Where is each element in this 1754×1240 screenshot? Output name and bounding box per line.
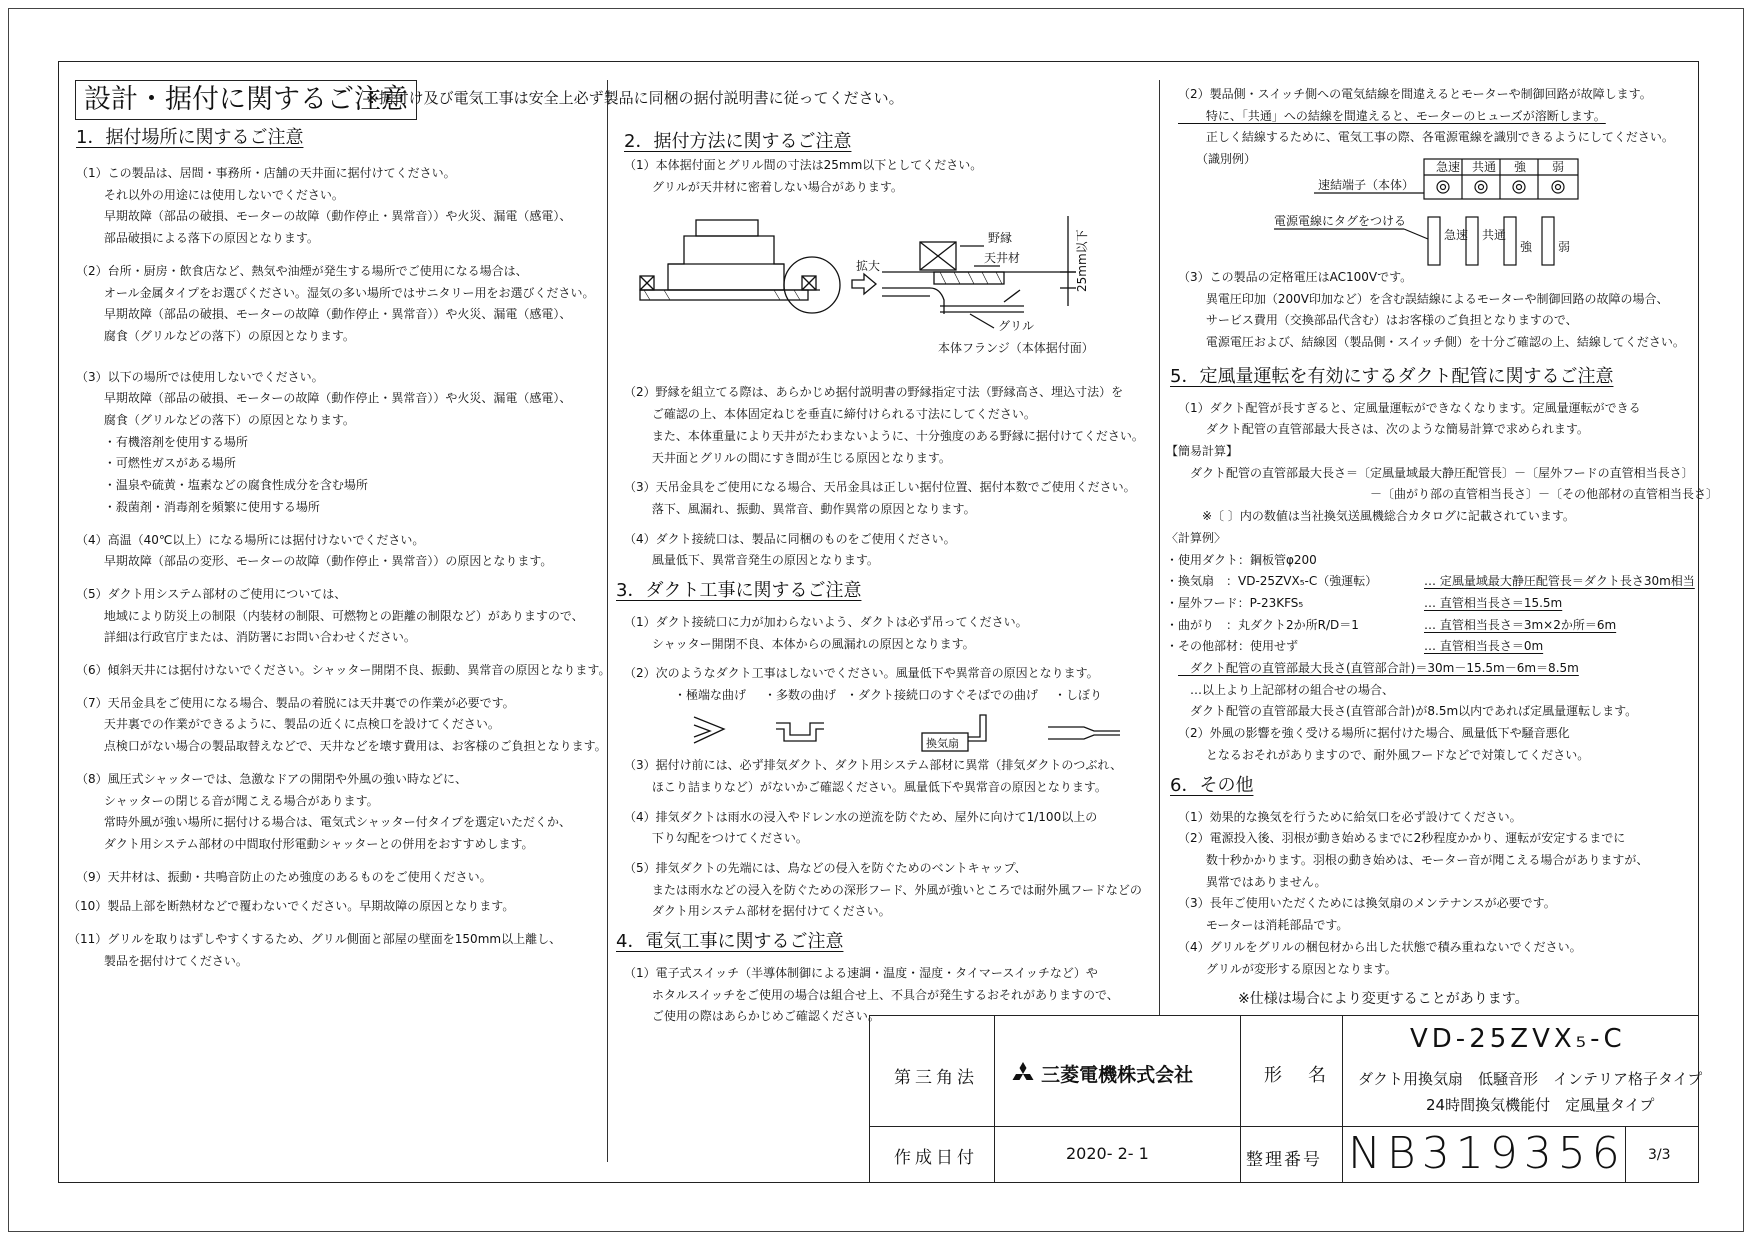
label-nobuchi: 野縁 (988, 231, 1013, 246)
three-diamonds-icon (1010, 1062, 1036, 1086)
term-h-3: 弱 (1552, 159, 1565, 174)
tag-3: 弱 (1558, 239, 1571, 254)
duct-label-squeeze: ・しぼり (1054, 688, 1103, 703)
c1-item-10: （10）製品上部を断熱材などで覆わないでください。早期故障の原因となります。 (68, 899, 515, 914)
c1-item-11: （11）グリルを取りはずしやすくするため、グリル側面と部屋の壁面を150mm以上離し、 製品を据付けてください。 (68, 932, 562, 968)
column-divider-1 (607, 80, 608, 1162)
c1-item-6: （6）傾斜天井には据付けないでください。シャッター開閉不良、振動、異常音の原因となります。 (76, 663, 611, 678)
spec-note: ※仕様は場合により変更することがあります。 (1238, 991, 1529, 1007)
header-note: ※据付け及び電気工事は安全上必ず製品に同梱の据付説明書に従ってください。 (366, 89, 904, 107)
terminal-diagram (1178, 155, 1698, 267)
tag-2: 強 (1520, 239, 1533, 254)
tag-caption: 電源電線にタグをつける (1274, 213, 1407, 228)
c1-item-2: （2）台所・厨房・飲食店など、熱気や油煙が発生する場所でご使用になる場合は、 オール金属タイプをお選びください。湿気の多い場所ではサニタリー用をお選びください。 早期故障（部品の破損、モーターの故障（動作停止・異常音））や火災、漏電（感電）、 腐食（グリルなどの落下）の原因となります。 (76, 263, 595, 343)
creation-date: 2020- 2- 1 (1066, 1144, 1149, 1163)
zoom-arrow (852, 274, 876, 294)
product-desc-2: 24時間換気機能付 定風量タイプ (1426, 1096, 1655, 1114)
duct-label-near: ・ダクト接続口のすぐそばでの曲げ (846, 688, 1039, 703)
hatch (644, 272, 1002, 300)
c1-item-3: （3）以下の場所では使用しないでください。 早期故障（部品の破損、モーターの故障（動作停止・異常音））や火災、漏電（感電）、 腐食（グリルなどの落下）の原因となります。 ・有機溶剤を使用する場所 ・可燃性ガスがある場所 ・温泉や硫黄・塩素などの腐食性成分を含む場所 ・殺菌剤・消毒剤を頻繁に使用する場所 (76, 369, 572, 514)
label-grill: グリル (998, 319, 1035, 334)
term-h-0: 急速 (1436, 159, 1461, 174)
column-3: （2）製品側・スイッチ側への電気結線を間違えるとモーターや制御回路が故障します。 特に、「共通」への結線を間違えると、モーターのヒューズが溶断します。 正しく結線するために、電気工事の際、各電源電線を識別できるようにしてください。 （識別例） 急速 共通 強 弱 速結端子（本体） 電源電線にタグをつける 急速 共通 強 弱 （3）この製品の定格電圧はAC100Vです。 異電圧印加（200V印加など）を含む誤結線によるモーターや制御回路の故障の場合、 サービス費用（交換部品代含む）はお客様のご負担となりますので、 電源電圧および、結線図（製品側・スイッチ側）を十分ご確認の上、結線してください。 5．定風量運転を有効にするダクト配管に関するご注意 （1）ダクト配管が長すぎると、定風量運転ができなくなります。定風量運転ができる ダクト配管の直管部最大長さは、次のような簡易計算で求められます。 【簡易計算】 ダクト配管の直管部最大長さ＝〔定風量域最大静圧配管長〕－〔屋外フードの直管相当長さ〕 －〔曲がり部の直管相当長さ〕－〔その他部材の直管相当長さ〕 ※〔 〕内の数値は当社換気送風機総合カタログに記載されています。 〈計算例〉 ・使用ダクト：鋼板管φ200 ・換気扇 ：VD-25ZVX₅-C（強運転） … 定風量域最大静圧配管長＝ダクト長さ30m相当 ・屋外フード：P-23KFS₅ … 直管相当長さ＝15.5m ・曲がり ：丸ダクト2か所R/D＝1 … 直管相当長さ＝3m×2か所＝6m ・その他部材：使用せず … 直管相当長さ＝0m ダクト配管の直管部最大長さ(直管部合計)＝30m－15.5m－6m＝8.5m …以上より上記部材の組合せの場合、 ダクト配管の直管部最大長さ(直管部合計)が8.5m以内であれば定風量運転します。 （2）外風の影響を強く受ける場所に据付けた場合、風量低下や騒音悪化 となるおそれがありますので、耐外風フードなどで対策してください。 6．その他 （1）効果的な換気を行うために給気口を必ず設けてください。 （2）電源投入後、羽根が動き始めるまでに2秒程度かかり、運転が安定するまでに 数十秒かかります。羽根の動き始めは、モーター音が聞こえる場合がありますが、 異常ではありません。 （3）長年ご使用いただくためには換気扇のメンテナンスが必要です。 モーターは消耗部品です。 （4）グリルをグリルの梱包材から出した状態で積み重ねないでください。 グリルが変形する原因となります。 (1166, 87, 1719, 976)
c1-item-7: （7）天吊金具をご使用になる場合、製品の着脱には天井裏での作業が必要です。 天井裏での作業ができるように、製品の近くに点検口を設けてください。 点検口がない場合の製品取替えなどで、天井などを壊す費用は、お客様のご負担となります。 (76, 695, 607, 754)
label-flange: 本体フランジ（本体据付面） (938, 341, 1094, 356)
section-2-heading: 2．据付方法に関するご注意 (624, 131, 852, 152)
page-title: 設計・据付に関するご注意 (75, 80, 417, 120)
model-name: VD-25ZVX₅-C (1410, 1024, 1626, 1054)
column-divider-2 (1159, 80, 1160, 1015)
section-1-heading: 1．据付場所に関するご注意 (76, 127, 304, 148)
page-number: 3/3 (1648, 1147, 1671, 1163)
c1-item-9: （9）天井材は、振動・共鳴音防止のため強度のあるものをご使用ください。 (76, 869, 492, 884)
company-logo (1010, 1060, 1193, 1087)
duct-examples (624, 685, 1139, 755)
model-label: 形 名 (1264, 1065, 1330, 1086)
c1-item-4: （4）高温（40℃以上）になる場所には据付けないでください。 早期故障（部品の変形、モーターの故障（動作停止・異常音））の原因となります。 (76, 532, 553, 569)
calc-example-list: ・使用ダクト：鋼板管φ200 ・換気扇 ：VD-25ZVX₅-C（強運転） … 定風量域最大静圧配管長＝ダクト長さ30m相当 ・屋外フード：P-23KFS₅ … 直管相当長さ＝15.5m ・曲がり ：丸ダクト2か所R/D＝1 … 直管相当長さ＝3m×2か所＝6m ・その他部材：使用せず … 直管相当長さ＝0m (1166, 552, 1695, 654)
c1-item-5: （5）ダクト用システム部材のご使用については、 地域により防災上の制限（内装材の制限、可燃物との距離の制限など）がありますので、 詳細は行政官庁または、消防署にお問い合わせください。 (76, 586, 584, 645)
label-kakudai: 拡大 (856, 259, 881, 274)
tag-1: 共通 (1482, 227, 1507, 242)
terminal-caption: 速結端子（本体） (1318, 177, 1415, 192)
product-desc-1: ダクト用換気扇 低騒音形 インテリア格子タイプ (1358, 1070, 1703, 1088)
document-number: NB319356 (1348, 1128, 1626, 1179)
unit-body (668, 236, 784, 290)
duct-label-many: ・多数の曲げ (764, 688, 837, 703)
section-3-heading: 3．ダクト工事に関するご注意 (616, 580, 862, 602)
company-name: 三菱電機株式会社 (1041, 1064, 1194, 1086)
label-tenjo: 天井材 (984, 251, 1021, 266)
column-1 (68, 163, 611, 973)
duct-box-label: 換気扇 (926, 737, 959, 751)
section-5-heading: 5．定風量運転を有効にするダクト配管に関するご注意 (1170, 365, 1614, 387)
section-6-heading: 6．その他 (1170, 774, 1254, 796)
installation-diagram (624, 202, 1144, 374)
label-dimension: 25mm以下 (1075, 229, 1089, 293)
duct-label-sharp: ・極端な曲げ (674, 688, 747, 703)
projection-label: 第三角法 (894, 1068, 978, 1088)
number-label: 整理番号 (1246, 1150, 1322, 1170)
duct-drawings (624, 707, 1144, 757)
section-4-heading: 4．電気工事に関するご注意 (616, 931, 844, 953)
date-label: 作成日付 (894, 1148, 978, 1168)
term-h-1: 共通 (1472, 159, 1497, 174)
zoom-circle (784, 257, 840, 313)
tag-0: 急速 (1444, 227, 1469, 242)
column-2: （1）本体据付面とグリル間の寸法は25mm以下としてください。 グリルが天井材に密着しない場合があります。 野縁 天井材 グリル 本体フランジ（本体据付面） 拡大 25mm以下 （2）野縁を組立てる際は、あらかじめ据付説明書の野縁指定寸法（野縁高さ、埋込寸法）を ご確認の上、本体固定ねじを垂直に締付けられる寸法にしてください。 また、本体重量により天井がたわまないように、十分強度のある野縁に据付けてください。 天井面とグリルの間にすき間が生じる原因となります。 （3）天吊金具をご使用になる場合、天吊金具は正しい据付位置、据付本数でご使用ください。 落下、風漏れ、振動、異常音、動作異常の原因となります。 （4）ダクト接続口は、製品に同梱のものをご使用ください。 風量低下、異常音発生の原因となります。 3．ダクト工事に関するご注意 （1）ダクト接続口に力が加わらないよう、ダクトは必ず吊ってください。 シャッター開閉不良、本体からの風漏れの原因となります。 （2）次のようなダクト工事はしないでください。風量低下や異常音の原因となります。 ・極端な曲げ ・多数の曲げ ・ダクト接続口のすぐそばでの曲げ ・しぼり 換気扇 （3）据付け前には、必ず排気ダクト、ダクト用システム部材に異常（排気ダクトのつぶれ、 ほこり詰まりなど）がないかご確認ください。風量低下や異常音の原因となります。 （4）排気ダクトは雨水の浸入やドレン水の逆流を防ぐため、屋外に向けて1/100以上の 下り勾配をつけてください。 （5）排気ダクトの先端には、鳥などの侵入を防ぐためのベントキャップ、 または雨水などの浸入を防ぐための深形フード、外風が強いところでは耐外風フードなどの ダクト用システム部材を据付けてください。 4．電気工事に関するご注意 （1）電子式スイッチ（半導体制御による速調・温度・湿度・タイマースイッチなど）や ホタルスイッチをご使用の場合は組合せ上、不具合が発生するおそれがありますので、 ご使用の際はあらかじめご確認ください。 (616, 158, 1144, 1024)
motor-cap (696, 220, 758, 236)
title-block (869, 1015, 1703, 1182)
c1-item-1: （1）この製品は、居間・事務所・店舗の天井面に据付けてください。 それ以外の用途には使用しないでください。 早期故障（部品の破損、モーターの故障（動作停止・異常音））や火災、漏電（感電）、 部品破損による落下の原因となります。 (76, 166, 572, 246)
c1-item-8: （8）風圧式シャッターでは、急激なドアの開閉や外風の強い時などに、 シャッターの閉じる音が聞こえる場合があります。 常時外風が強い場所に据付ける場合は、電気式シャッター付タイプを選定いただくか、 ダクト用システム部材の中間取付形電動シャッターとの併用をおすすめします。 (76, 771, 571, 851)
term-h-2: 強 (1514, 159, 1527, 174)
